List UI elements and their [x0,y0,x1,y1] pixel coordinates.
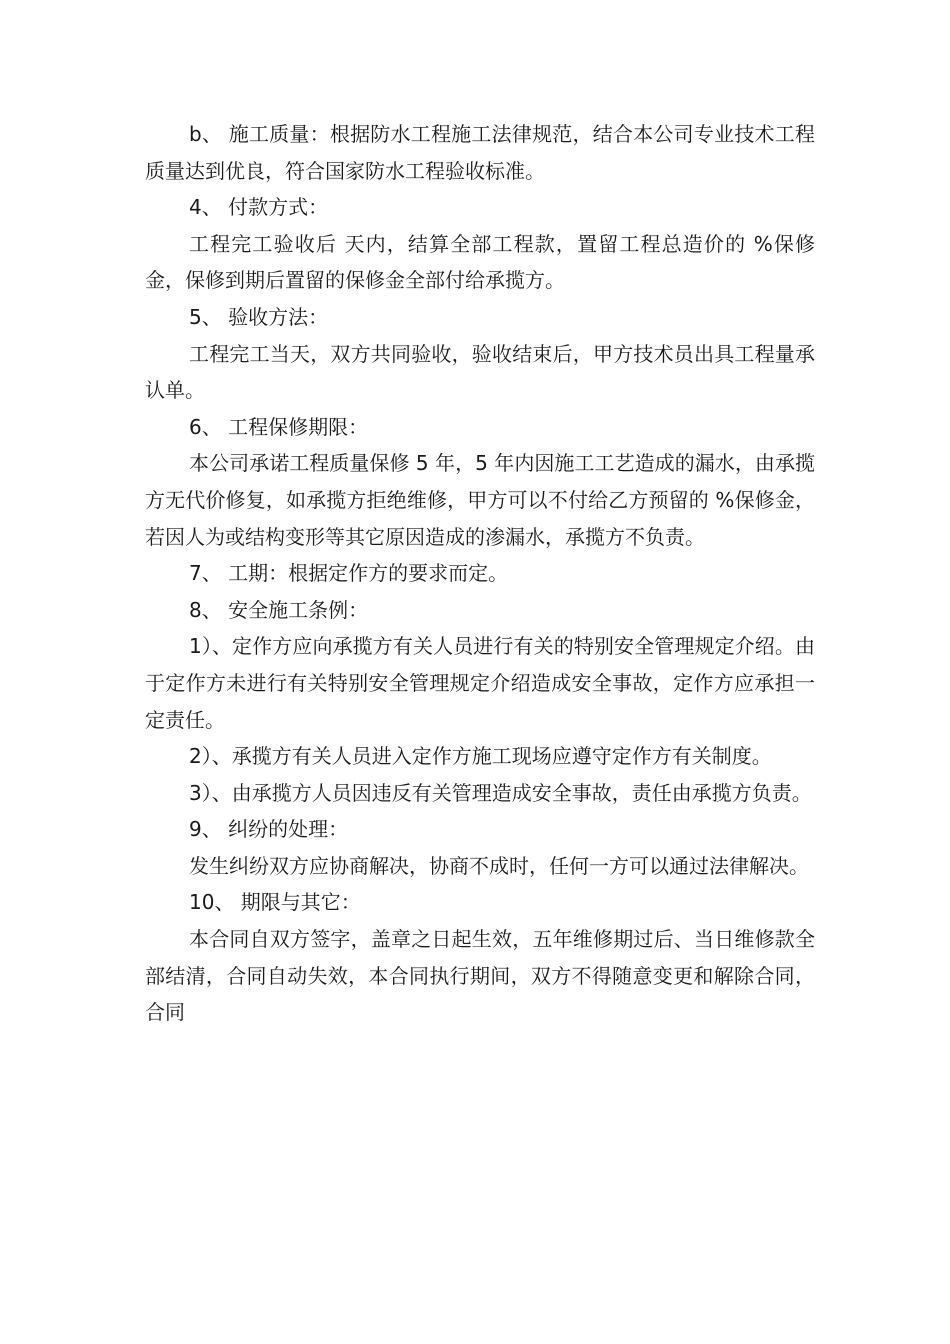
clause-disputes-text: 发生纠纷双方应协商解决，协商不成时，任何一方可以通过法律解决。 [189,853,809,878]
clause-heading-disputes: 9、 纠纷的处理： [189,817,349,842]
safety-item-1: 1）、定作方应向承揽方有关人员进行有关的特别安全管理规定介绍。由于定作方未进行有关特别安全管理规定介绍造成安全事故，定作方应承担一定责任。 [145,634,815,732]
clause-payment-text: 工程完工验收后 天内，结算全部工程款，置留工程总造价的 %保修金，保修到期后置留的保修金全部付给承揽方。 [145,231,815,293]
clause-heading-acceptance: 5、 验收方法： [189,304,329,329]
document-body [145,116,815,1031]
clause-heading-safety: 8、 安全施工条例： [189,597,369,622]
clause-term-text: 本合同自双方签字，盖章之日起生效，五年维修期过后、当日维修款全部结清，合同自动失效，本合同执行期间，双方不得随意变更和解除合同，合同 [145,927,815,1025]
clause-heading-warranty: 6、 工程保修期限： [189,414,369,439]
clause-schedule: 7、 工期：根据定作方的要求而定。 [189,561,509,586]
clause-heading-term: 10、 期限与其它： [189,890,361,915]
clause-heading-payment: 4、 付款方式： [189,195,329,220]
clause-acceptance-text: 工程完工当天，双方共同验收，验收结束后，甲方技术员出具工程量承认单。 [145,341,815,403]
clause-warranty-text: 本公司承诺工程质量保修 5 年，5 年内因施工工艺造成的漏水，由承揽方无代价修复，如承揽方拒绝维修，甲方可以不付给乙方预留的 %保修金，若因人为或结构变形等其它原因造成的渗漏水，承揽方不负责。 [145,451,815,549]
clause-quality: b、 施工质量：根据防水工程施工法律规范，结合本公司专业技术工程质量达到优良，符合国家防水工程验收标准。 [145,122,815,183]
safety-item-3: 3）、由承揽方人员因违反有关管理造成安全事故，责任由承揽方负责。 [189,780,812,805]
safety-item-2: 2）、承揽方有关人员进入定作方施工现场应遵守定作方有关制度。 [189,744,772,769]
